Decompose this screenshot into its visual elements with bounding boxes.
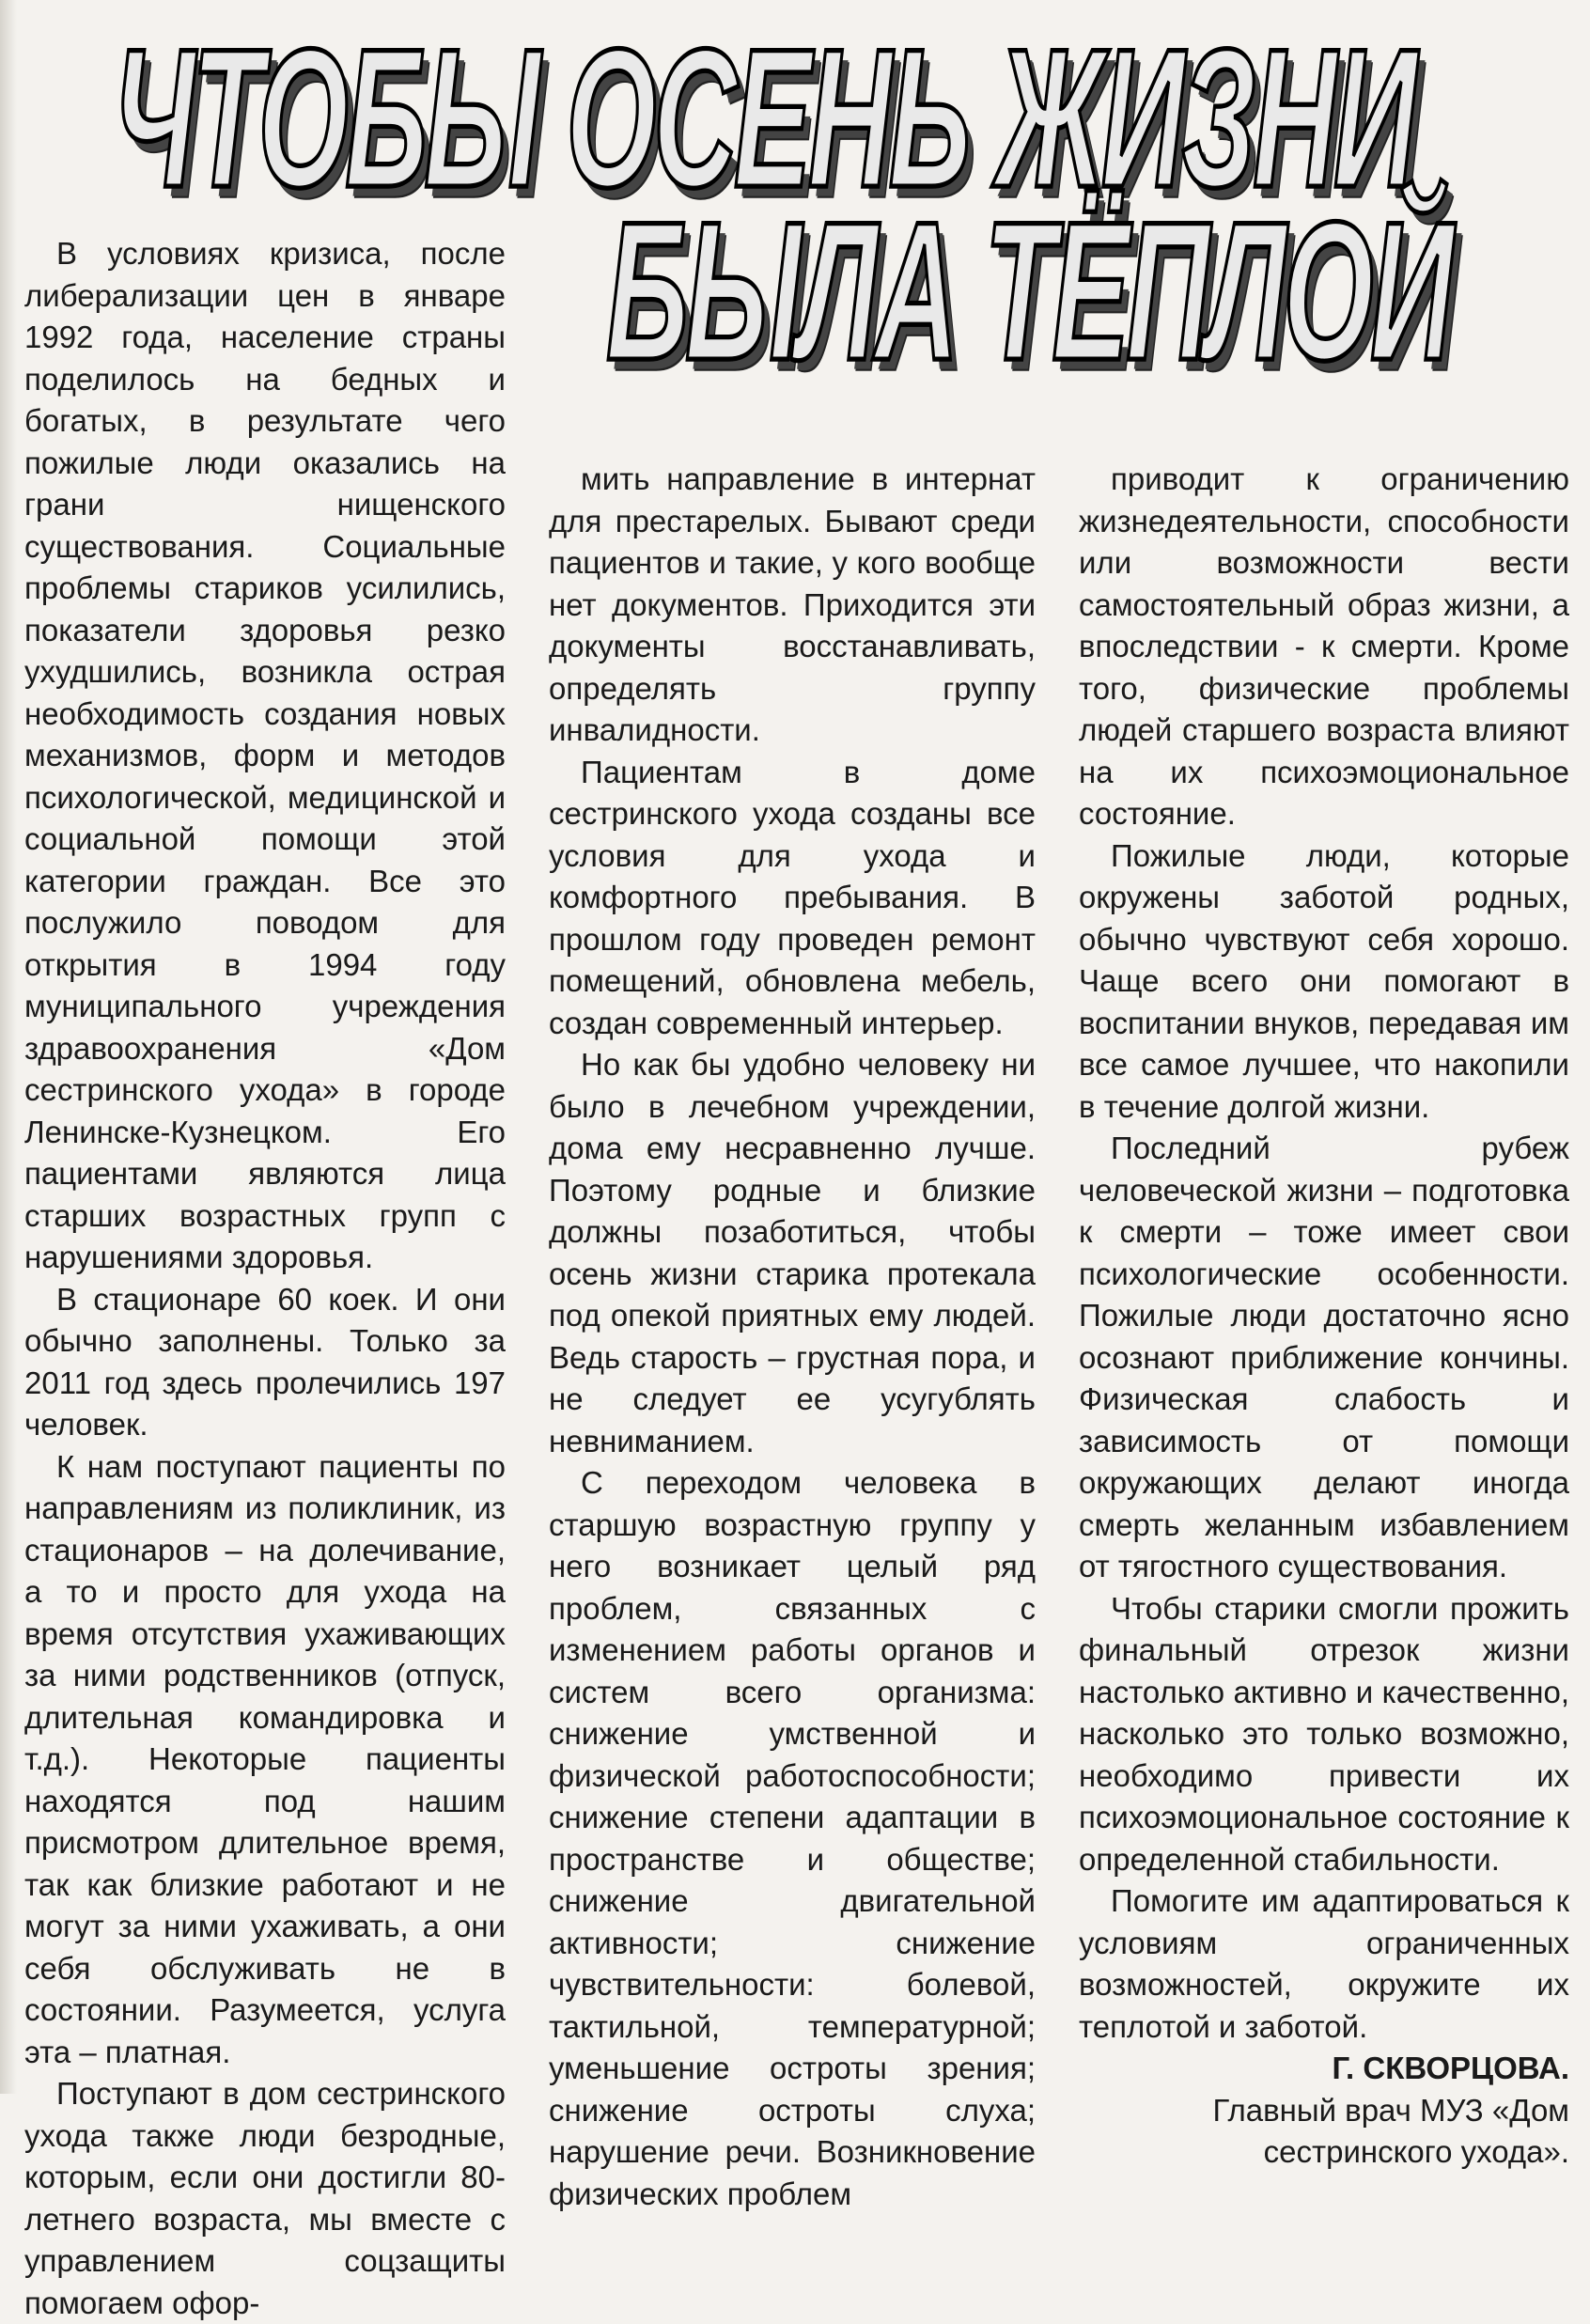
paragraph: Последний рубеж человеческой жизни – подготовка к смерти – тоже имеет свои психологические особенности. Пожилые люди достаточно ясно осознают приближение кончины. Физическая слабость и зависимость от помощи окружающих делают иногда смерть желанным избавлением от тягостного существования. [1079, 1131, 1569, 1583]
paragraph: В условиях кризиса, после либерализации цен в январе 1992 года, население страны поделилось на бедных и богатых, в результате чего пожилые люди оказались на грани нищенского существования. Социальные проблемы стариков усилились, показатели здоровья резко ухудшились, возникла острая необходимость создания новых механизмов, форм и методов психологической, медицинской и социальной помощи этой категории граждан. Все это послужило поводом для открытия в 1994 году муниципального учреждения здравоохранения «Дом сестринского ухода» в городе Ленинске-Кузнецком. Его пациентами являются лица старших возрастных групп с нарушениями здоровья. [24, 236, 506, 1274]
paragraph: мить направление в интернат для престарелых. Бывают среди пациентов и такие, у кого вообще нет документов. Приходится эти документы восстанавливать, определять группу инвалидности. [549, 461, 1036, 747]
headline-line-2: БЫЛА ТЁПЛОЙ [606, 181, 1451, 402]
author-position: Главный врач МУЗ «Дом сестринского ухода». [1212, 2092, 1569, 2169]
paragraph: В стационаре 60 коек. И они обычно заполнены. Только за 2011 год здесь пролечились 197 человек. [24, 1281, 506, 1442]
paragraph: Пожилые люди, которые окружены заботой родных, обычно чувствуют себя хорошо. Чаще всего они помогают в воспитании внуков, передавая им все самое лучшее, что накопили в течение долгой жизни. [1079, 837, 1569, 1124]
paragraph: Пациентам в доме сестринского ухода созданы все условия для ухода и комфортного пребывания. В прошлом году проведен ремонт помещений, обновлена мебель, создан современный интерьер. [549, 754, 1036, 1040]
paragraph: приводит к ограничению жизнедеятельности, способности или возможности вести самостоятельный образ жизни, а впоследствии - к смерти. Кроме того, физические проблемы людей старшего возраста влияют на их психоэмоциональное состояние. [1079, 461, 1569, 831]
headline-line-1: ЧТОБЫ ОСЕНЬ ЖИЗНИ [113, 8, 1414, 229]
article-column-2 [549, 459, 1036, 2215]
paragraph: С переходом человека в старшую возрастную группу у него возникает целый ряд проблем, связанных с изменением работы органов и систем всего организма: снижение умственной и физической работоспособности; снижение степени адаптации в пространстве и обществе; снижение двигательной активности; снижение чувствительности: болевой, тактильной, температурной; уменьшение остроты зрения; снижение остроты слуха; нарушение речи. Возникновение физических проблем [549, 1465, 1036, 2211]
paragraph: К нам поступают пациенты по направлениям из поликлиник, из стационаров – на долечивание, а то и просто для ухода на время отсутствия ухаживающих за ними родственников (отпуск, длительная командировка и т.д.). Некоторые пациенты находятся под нашим присмотром длительное время, так как близкие работают и не могут за ними ухаживать, а они себя обслуживать не в состоянии. Разумеется, услуга эта – платная. [24, 1448, 506, 2069]
article-column-1 [24, 233, 506, 2324]
paragraph: Поступают в дом сестринского ухода также люди безродные, которым, если они достигли 80-летнего возраста, мы вместе с управлением соцзащиты помогаем офор- [24, 2076, 506, 2320]
paragraph: Помогите им адаптироваться к условиям ограниченных возможностей, окружите их теплотой и заботой. [1079, 1883, 1569, 2044]
paragraph: Но как бы удобно человеку ни было в лечебном учреждении, дома ему несравненно лучше. Поэтому родные и близкие должны позаботиться, чтобы осень жизни старика протекала под опекой приятных ему людей. Ведь старость – грустная пора, и не следует ее усугублять невниманием. [549, 1047, 1036, 1458]
paragraph: Чтобы старики смогли прожить финальный отрезок жизни настолько активно и качественно, насколько это только возможно, необходимо привести их психоэмоциональное состояние к определенной стабильности. [1079, 1590, 1569, 1877]
article-column-3 [1079, 459, 1569, 2174]
author-name: Г. СКВОРЦОВА. [1332, 2051, 1569, 2085]
